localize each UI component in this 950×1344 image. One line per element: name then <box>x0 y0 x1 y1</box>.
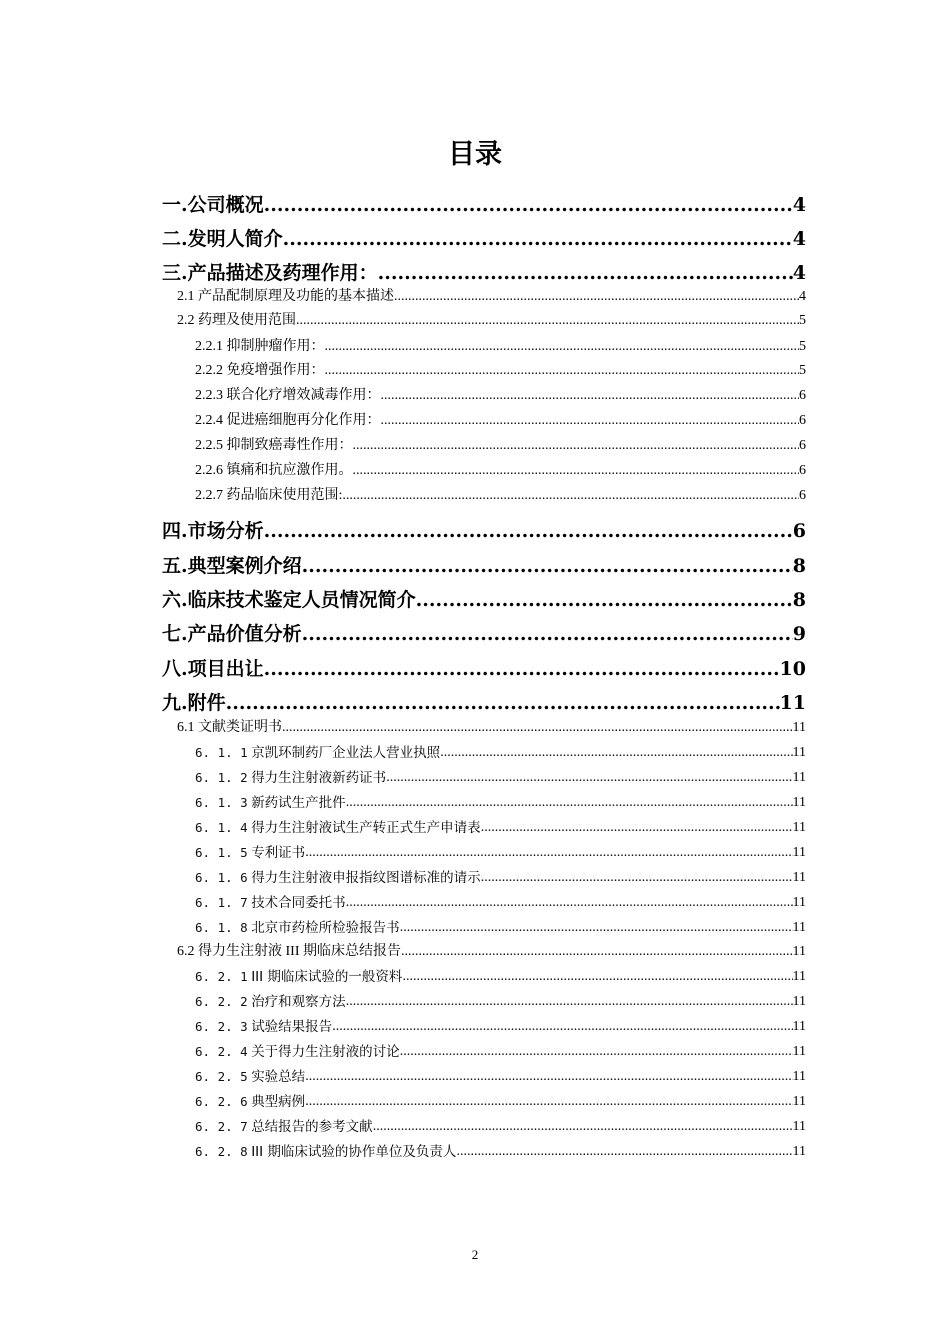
toc-leader <box>400 1041 793 1063</box>
toc-leader <box>325 336 800 358</box>
toc-leader <box>226 687 780 719</box>
toc-page-number: 11 <box>792 870 806 885</box>
toc-page-number: 11 <box>792 795 806 810</box>
toc-page-number: 4 <box>792 194 806 216</box>
toc-section-text: 6.1 文献类证明书 <box>177 720 282 735</box>
toc-subsection-number: 6. 1. 8 <box>195 920 248 935</box>
toc-subsection-6-2-3[interactable] <box>195 1016 806 1038</box>
toc-page-number: 11 <box>792 1044 806 1059</box>
toc-section-6-2[interactable] <box>177 941 806 963</box>
toc-subsection-6-2-6[interactable] <box>195 1091 806 1113</box>
toc-leader <box>305 842 792 864</box>
toc-chapter-text: 项目出让 <box>187 658 264 680</box>
toc-subsection-text: 2.2.3 联合化疗增效减毒作用： <box>195 388 381 403</box>
toc-subsection-2-2-6[interactable] <box>195 460 806 482</box>
toc-subsection-text: 典型病例 <box>251 1094 306 1110</box>
toc-chapter-text: 临床技术鉴定人员情况简介 <box>187 589 416 611</box>
toc-subsection-6-1-2[interactable] <box>195 767 806 789</box>
toc-chapter-9[interactable] <box>162 687 806 719</box>
toc-subsection-number: 6. 2. 1 <box>195 969 248 984</box>
toc-subsection-6-1-4[interactable] <box>195 817 806 839</box>
toc-leader <box>456 1141 792 1163</box>
toc-leader <box>264 189 793 221</box>
toc-leader <box>325 360 800 382</box>
toc-subsection-number: 6. 1. 4 <box>195 820 248 835</box>
toc-chapter-number: 七. <box>162 623 188 645</box>
toc-leader <box>381 385 800 407</box>
toc-subsection-number: 6. 1. 5 <box>195 845 248 860</box>
toc-leader <box>346 792 793 814</box>
toc-subsection-6-2-1[interactable] <box>195 966 806 988</box>
toc-subsection-text: 2.2.2 免疫增强作用： <box>195 363 325 378</box>
toc-subsection-number: 6. 2. 6 <box>195 1094 248 1109</box>
toc-page-number: 11 <box>792 1094 806 1109</box>
toc-subsection-6-1-5[interactable] <box>195 842 806 864</box>
toc-page-number: 4 <box>799 289 806 304</box>
toc-leader <box>305 1066 792 1088</box>
toc-subsection-number: 6. 2. 5 <box>195 1069 248 1084</box>
toc-subsection-number: 6. 1. 1 <box>195 745 248 760</box>
toc-chapter-text: 典型案例介绍 <box>187 555 302 577</box>
toc-subsection-text: 得力生注射液申报指纹图谱标准的请示 <box>251 870 481 886</box>
toc-section-2-1[interactable] <box>177 286 806 308</box>
toc-subsection-number: 6. 2. 8 <box>195 1144 248 1159</box>
toc-leader <box>481 817 793 839</box>
toc-page-number: 6 <box>799 388 806 403</box>
toc-subsection-2-2-3[interactable] <box>195 385 806 407</box>
toc-subsection-text: 2.2.5 抑制致癌毒性作用： <box>195 438 353 453</box>
toc-page-number: 11 <box>792 770 806 785</box>
toc-leader <box>342 485 799 507</box>
toc-leader <box>353 460 800 482</box>
toc-page-number: 9 <box>792 623 806 645</box>
toc-leader <box>346 991 793 1013</box>
toc-subsection-text: 2.2.7 药品临床使用范围: <box>195 488 343 503</box>
toc-leader <box>302 618 793 650</box>
toc-chapter-number: 四. <box>162 520 188 542</box>
toc-page-number: 5 <box>799 339 806 354</box>
toc-page-number: 11 <box>779 692 806 714</box>
toc-page-number: 11 <box>792 994 806 1009</box>
toc-chapter-text: 发明人简介 <box>187 228 283 250</box>
toc-chapter-number: 二. <box>162 228 188 250</box>
toc-subsection-text: 专利证书 <box>251 845 306 861</box>
toc-subsection-6-2-4[interactable] <box>195 1041 806 1063</box>
toc-page-number: 10 <box>779 658 806 680</box>
toc-subsection-text: III 期临床试验的一般资料 <box>251 969 403 985</box>
toc-page-number: 11 <box>792 1119 806 1134</box>
toc-page-number: 6 <box>799 488 806 503</box>
toc-subsection-text: 试验结果报告 <box>251 1019 333 1035</box>
toc-subsection-text: 北京市药检所检验报告书 <box>251 920 400 936</box>
toc-page-number: 11 <box>792 944 806 959</box>
toc-subsection-text: III 期临床试验的协作单位及负责人 <box>251 1144 457 1160</box>
toc-leader <box>332 1016 792 1038</box>
toc-subsection-text: 得力生注射液试生产转正式生产申请表 <box>251 820 481 836</box>
toc-chapter-number: 一. <box>162 194 188 216</box>
toc-subsection-6-2-7[interactable] <box>195 1116 806 1138</box>
toc-page-number: 6 <box>799 438 806 453</box>
toc-subsection-text: 新药试生产批件 <box>251 795 346 811</box>
toc-chapter-5[interactable] <box>162 550 806 582</box>
toc-page-number: 11 <box>792 745 806 760</box>
toc-section-text: 2.1 产品配制原理及功能的基本描述 <box>177 289 394 304</box>
toc-chapter-text: 公司概况 <box>187 194 264 216</box>
toc-leader <box>302 550 793 582</box>
toc-page-number: 11 <box>792 1019 806 1034</box>
toc-leader <box>381 410 800 432</box>
toc-chapter-number: 八. <box>162 658 188 680</box>
toc-page-number: 11 <box>792 720 806 735</box>
toc-subsection-text: 2.2.4 促进癌细胞再分化作用： <box>195 413 381 428</box>
toc-chapter-8[interactable] <box>162 653 806 685</box>
toc-subsection-number: 6. 1. 7 <box>195 895 248 910</box>
toc-subsection-2-2-1[interactable] <box>195 336 806 358</box>
toc-subsection-6-2-2[interactable] <box>195 991 806 1013</box>
toc-leader <box>283 223 793 255</box>
toc-leader <box>264 653 780 685</box>
toc-subsection-text: 技术合同委托书 <box>251 895 346 911</box>
page-number: 2 <box>471 1247 479 1262</box>
toc-subsection-text: 治疗和观察方法 <box>251 994 346 1010</box>
toc-leader <box>305 1091 792 1113</box>
toc-subsection-6-2-8[interactable] <box>195 1141 806 1163</box>
toc-section-text: 2.2 药理及使用范围 <box>177 313 296 328</box>
toc-leader <box>282 717 793 739</box>
toc-chapter-text: 附件 <box>187 692 226 714</box>
toc-subsection-text: 2.2.1 抑制肿瘤作用： <box>195 339 325 354</box>
toc-page-number: 11 <box>792 1144 806 1159</box>
toc-subsection-2-2-2[interactable] <box>195 360 806 382</box>
toc-subsection-6-1-7[interactable] <box>195 892 806 914</box>
toc-chapter-text: 市场分析 <box>187 520 264 542</box>
toc-subsection-text: 京凯环制药厂企业法人营业执照 <box>251 745 441 761</box>
toc-subsection-number: 6. 2. 7 <box>195 1119 248 1134</box>
toc-page-number: 6 <box>799 413 806 428</box>
toc-page-number: 11 <box>792 895 806 910</box>
page-title: 目录 <box>448 139 502 170</box>
toc-chapter-text: 产品描述及药理作用： <box>187 262 378 284</box>
toc-subsection-6-1-1[interactable] <box>195 742 806 764</box>
toc-leader <box>416 584 793 616</box>
toc-page-number: 11 <box>792 969 806 984</box>
toc-section-6-1[interactable] <box>177 717 806 739</box>
toc-leader <box>394 286 799 308</box>
toc-subsection-number: 6. 2. 3 <box>195 1019 248 1034</box>
toc-page-number: 11 <box>792 920 806 935</box>
toc-leader <box>378 257 793 289</box>
toc-subsection-2-2-7[interactable] <box>195 485 806 507</box>
toc-page-number: 4 <box>792 228 806 250</box>
toc-chapter-number: 三. <box>162 262 188 284</box>
toc-chapter-3[interactable] <box>162 257 806 289</box>
toc-leader <box>264 515 793 547</box>
toc-leader <box>296 310 799 332</box>
toc-page-number: 6 <box>792 520 806 542</box>
toc-chapter-1[interactable] <box>162 189 806 221</box>
toc-chapter-2[interactable] <box>162 223 806 255</box>
toc-section-2-2[interactable] <box>177 310 806 332</box>
toc-chapter-4[interactable] <box>162 515 806 547</box>
toc-chapter-number: 六. <box>162 589 188 611</box>
toc-subsection-text: 实验总结 <box>251 1069 306 1085</box>
toc-leader <box>400 917 793 939</box>
toc-subsection-number: 6. 2. 2 <box>195 994 248 1009</box>
toc-subsection-2-2-4[interactable] <box>195 410 806 432</box>
toc-subsection-number: 6. 1. 6 <box>195 870 248 885</box>
toc-page-number: 11 <box>792 820 806 835</box>
toc-leader <box>401 941 793 963</box>
toc-subsection-2-2-5[interactable] <box>195 435 806 457</box>
toc-chapter-number: 五. <box>162 555 188 577</box>
toc-page-number: 11 <box>792 845 806 860</box>
toc-chapter-7[interactable] <box>162 618 806 650</box>
toc-leader <box>386 767 792 789</box>
toc-page-number: 5 <box>799 363 806 378</box>
toc-subsection-number: 6. 1. 3 <box>195 795 248 810</box>
toc-chapter-6[interactable] <box>162 584 806 616</box>
toc-page-number: 8 <box>792 555 806 577</box>
toc-chapter-number: 九. <box>162 692 188 714</box>
toc-page-number: 4 <box>792 262 806 284</box>
toc-leader <box>440 742 792 764</box>
toc-subsection-6-1-3[interactable] <box>195 792 806 814</box>
toc-page-number: 11 <box>792 1069 806 1084</box>
toc-leader <box>373 1116 793 1138</box>
toc-subsection-number: 6. 2. 4 <box>195 1044 248 1059</box>
toc-leader <box>481 867 793 889</box>
toc-subsection-text: 总结报告的参考文献 <box>251 1119 373 1135</box>
toc-leader <box>402 966 792 988</box>
toc-subsection-text: 2.2.6 镇痛和抗应激作用。 <box>195 463 353 478</box>
toc-page-number: 8 <box>792 589 806 611</box>
toc-subsection-number: 6. 1. 2 <box>195 770 248 785</box>
toc-subsection-6-2-5[interactable] <box>195 1066 806 1088</box>
toc-leader <box>353 435 800 457</box>
toc-chapter-text: 产品价值分析 <box>187 623 302 645</box>
toc-section-text: 6.2 得力生注射液 III 期临床总结报告 <box>177 944 401 959</box>
toc-page-number: 6 <box>799 463 806 478</box>
toc-subsection-6-1-6[interactable] <box>195 867 806 889</box>
toc-page-number: 5 <box>799 313 806 328</box>
toc-subsection-6-1-8[interactable] <box>195 917 806 939</box>
toc-subsection-text: 得力生注射液新药证书 <box>251 770 387 786</box>
toc-leader <box>346 892 793 914</box>
toc-subsection-text: 关于得力生注射液的讨论 <box>251 1044 400 1060</box>
